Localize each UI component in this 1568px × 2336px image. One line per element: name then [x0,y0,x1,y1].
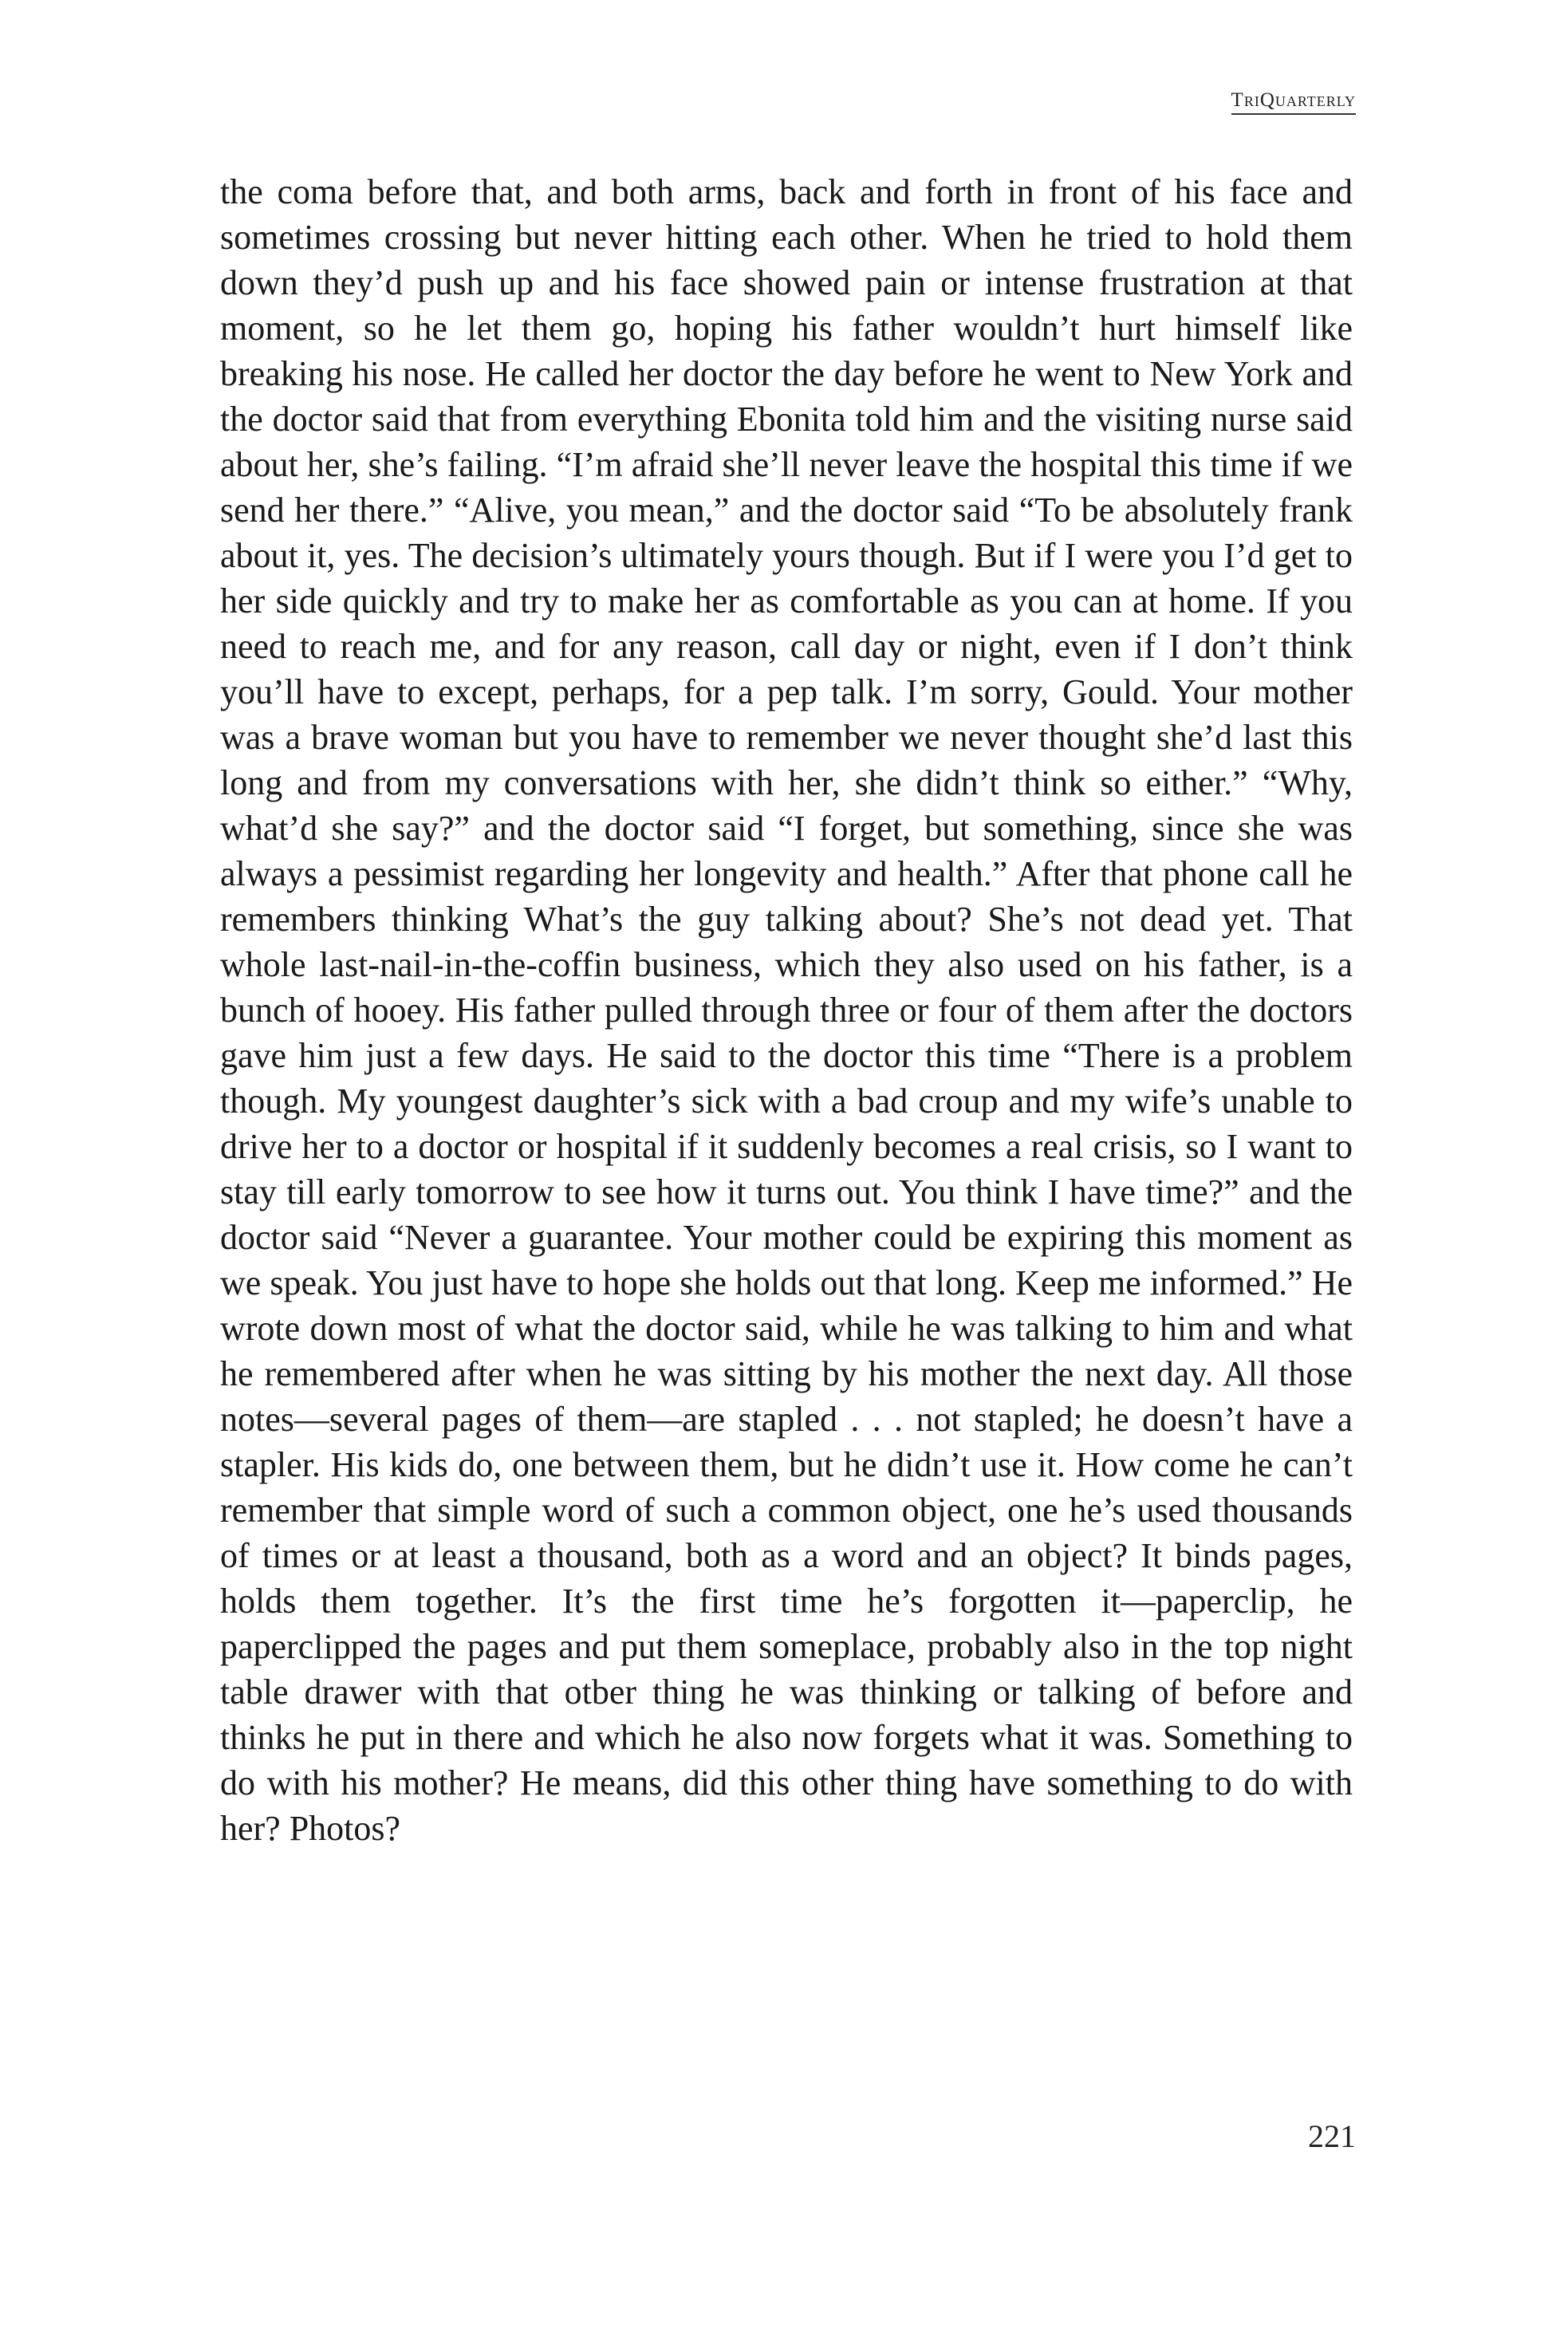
running-head-initial-2: Q [1259,89,1275,111]
running-head-caps-2: UARTERLY [1274,93,1356,109]
running-head-caps-1: RI [1243,93,1260,109]
running-head-initial: T [1231,89,1244,111]
page-number: 221 [1308,2118,1356,2154]
running-head [1231,89,1356,115]
body-paragraph: the coma before that, and both arms, back and forth in front of his face and sometimes crossing but never hitting each other. When he tried to hold them down they’d push up and his face showed pain or intense frustration at that moment, so he let them go, hoping his father wouldn’t hurt himself like breaking his nose. He called her doctor the day before he went to New York and the doctor said that from everything Ebonita told him and the visiting nurse said about her, she’s failing. “I’m afraid she’ll never leave the hospital this time if we send her there.” “Alive, you mean,” and the doctor said “To be absolutely frank about it, yes. The decision’s ultimately yours though. But if I were you I’d get to her side quickly and try to make her as comfortable as you can at home. If you need to reach me, and for any reason, call day or night, even if I don’t think you’ll have to except, perhaps, for a pep talk. I’m sorry, Gould. Your mother was a brave woman but you have to remember we never thought she’d last this long and from my conversations with her, she didn’t think so either.” “Why, what’d she say?” and the doctor said “I forget, but something, since she was always a pessimist regarding her longevity and health.” After that phone call he remembers thinking What’s the guy talking about? She’s not dead yet. That whole last-nail-in-the-coffin business, which they also used on his father, is a bunch of hooey. His father pulled through three or four of them after the doctors gave him just a few days. He said to the doctor this time “There is a problem though. My youngest daughter’s sick with a bad croup and my wife’s unable to drive her to a doctor or hospital if it suddenly becomes a real crisis, so I want to stay till early tomorrow to see how it turns out. You think I have time?” and the doctor said “Never a guarantee. Your mother could be expiring this moment as we speak. You just have to hope she holds out that long. Keep me informed.” He wrote down most of what the doctor said, while he was talking to him and what he remembered after when he was sitting by his mother the next day. All those notes—several pages of them—are stapled . . . not stapled; he doesn’t have a stapler. His kids do, one between them, but he didn’t use it. How come he can’t remember that simple word of such a common object, one he’s used thousands of times or at least a thousand, both as a word and an object? It binds pages, holds them together. It’s the first time he’s forgotten it—paperclip, he paperclipped the pages and put them someplace, probably also in the top night table drawer with that otber thing he was thinking or talking of before and thinks he put in there and which he also now forgets what it was. Something to do with his mother? He means, did this other thing have something to do with her? Photos? [220,172,1353,1848]
